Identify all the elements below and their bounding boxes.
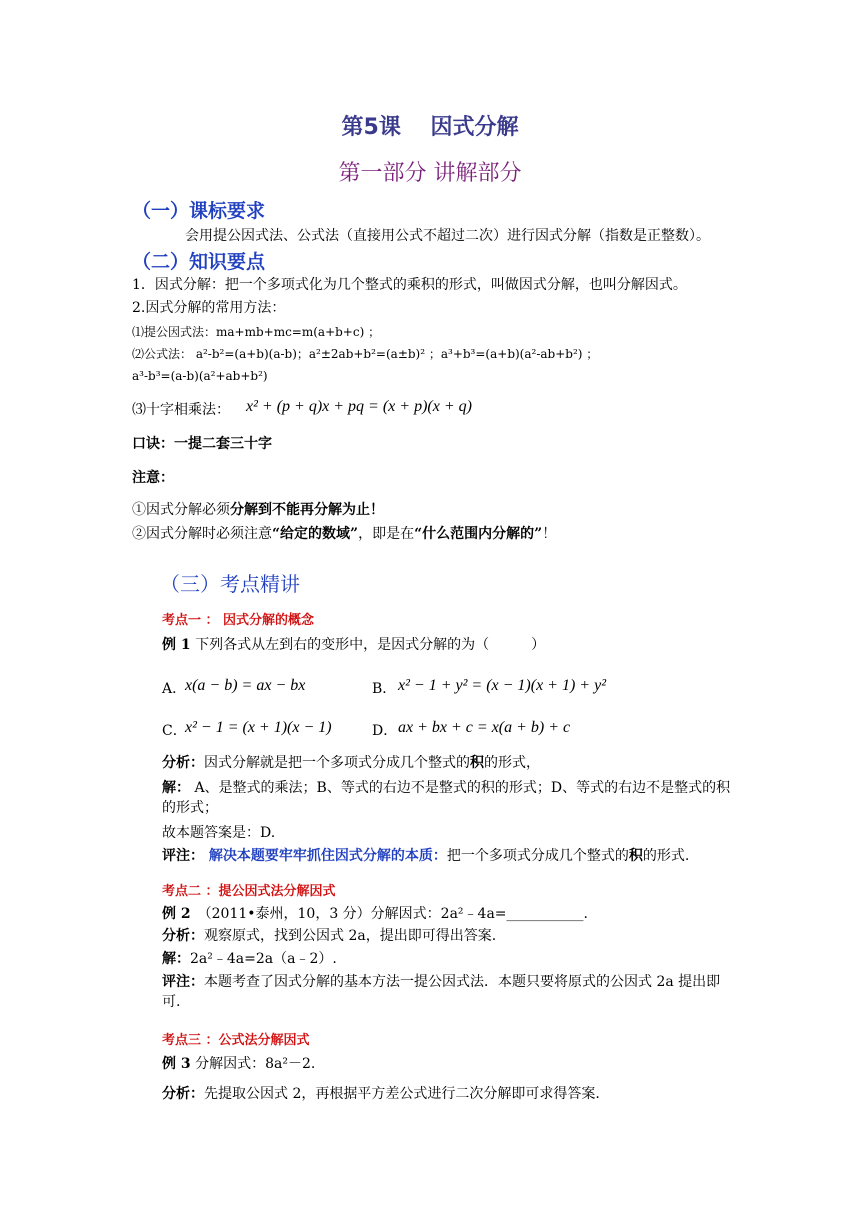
comment-1-blue: 解决本题要牢牢抓住因式分解的本质： (204, 848, 447, 864)
analysis-3 (162, 1084, 600, 1104)
comment-1-pre: 把一个多项式分成几个整式的 (446, 848, 629, 864)
example-3-label: 例 3 (162, 1056, 191, 1072)
note-1 (132, 500, 384, 520)
example-1-label: 例 1 (162, 637, 191, 653)
option-b: x² − 1 + y² = (x − 1)(x + 1) + y² (398, 677, 606, 694)
section-heading-standards: （一）课标要求 (132, 200, 266, 222)
example-2 (162, 904, 588, 924)
example-3-text: 分解因式：8a²－2. (190, 1056, 316, 1072)
example-3 (162, 1054, 315, 1074)
analysis-1-pre: 因式分解就是把一个多项式分成几个整式的 (204, 755, 470, 771)
analysis-2-text: 观察原式，找到公因式 2a，提出即可得出答案. (204, 928, 497, 944)
exam-point-2-heading: 考点二 ：提公因式法分解因式 (162, 884, 336, 899)
solution-1 (162, 778, 732, 818)
comment-1-bold: 积 (628, 848, 643, 864)
note-2-mid: ，即是在 (358, 526, 415, 542)
analysis-1-label: 分析： (162, 755, 204, 771)
option-a-label: A． (162, 681, 187, 697)
knowledge-line-1: 1．因式分解：把一个多项式化为几个整式的乘积的形式，叫做因式分解，也叫分解因式。 (132, 277, 687, 293)
solution-2-text: 2a²﹣4a=2a（a﹣2）. (190, 951, 337, 967)
note-2-bold-1: “给定的数域” (272, 526, 359, 542)
comment-2-label: 评注： (162, 974, 204, 990)
example-1 (162, 635, 545, 655)
section-heading-knowledge: （二）知识要点 (132, 251, 266, 273)
analysis-3-label: 分析： (162, 1086, 204, 1102)
note-2-prefix: ②因式分解时必须注意 (132, 526, 272, 542)
note-1-prefix: ①因式分解必须 (132, 502, 230, 518)
knowledge-line-5: a³-b³=(a-b)(a²+ab+b²) (132, 369, 268, 383)
comment-1-post: 的形式. (642, 848, 690, 864)
example-2-label: 例 2 (162, 906, 191, 922)
analysis-3-text: 先提取公因式 2，再根据平方差公式进行二次分解即可求得答案. (204, 1086, 600, 1102)
note-label: 注意： (132, 470, 174, 486)
mnemonic: 口诀：一提二套三十字 (132, 436, 272, 452)
exam-point-1-heading: 考点一 ： 因式分解的概念 (162, 613, 315, 628)
knowledge-line-3: ⑴提公因式法：ma+mb+mc=m(a+b+c) ； (132, 325, 381, 339)
note-2 (132, 524, 556, 544)
section-heading-exam-points: （三）考点精讲 (160, 572, 300, 596)
knowledge-line-2: 2.因式分解的常用方法： (132, 300, 286, 316)
page-subtitle: 第一部分 讲解部分 (338, 161, 522, 186)
standards-text: 会用提公因式法、公式法（直接用公式不超过二次）进行因式分解（指数是正整数）。 (185, 228, 710, 244)
solution-2-label: 解： (162, 951, 190, 967)
comment-1 (162, 846, 689, 866)
solution-1-label: 解： (162, 780, 190, 796)
option-c: x² − 1 = (x + 1)(x − 1) (185, 719, 332, 736)
analysis-1-post: 的形式， (484, 755, 540, 771)
option-d-label: D． (372, 723, 398, 739)
note-2-suffix: ！ (542, 526, 557, 542)
note-1-bold: 分解到不能再分解为止！ (230, 502, 384, 518)
knowledge-line-4: ⑵公式法： a²-b²=(a+b)(a-b)；a²±2ab+b²=(a±b)² ；a³+b³=(a+b)(a²-ab+b²) ； (132, 347, 599, 361)
answer-1: 故本题答案是：D. (162, 825, 276, 841)
solution-2 (162, 949, 337, 969)
option-a: x(a − b) = ax − bx (185, 677, 306, 694)
comment-1-label: 评注： (162, 848, 204, 864)
note-2-bold-2: “什么范围内分解的” (414, 526, 543, 542)
cross-method-label: ⑶十字相乘法： (132, 402, 230, 418)
comment-2-text: 本题考查了因式分解的基本方法一提公因式法．本题只要将原式的公因式 2a 提出即可. (162, 974, 721, 1010)
example-1-text: 下列各式从左到右的变形中，是因式分解的为（ ） (190, 637, 546, 653)
option-b-label: B． (372, 681, 397, 697)
option-d: ax + bx + c = x(a + b) + c (398, 719, 571, 736)
cross-method-formula: x² + (p + q)x + pq = (x + p)(x + q) (246, 398, 472, 415)
solution-1-text: A、是整式的乘法；B、等式的右边不是整式的积的形式；D、等式的右边不是整式的积的形式； (162, 780, 731, 816)
page-title: 第5课 因式分解 (341, 115, 519, 140)
analysis-2-label: 分析： (162, 928, 204, 944)
example-2-text: （2011•泰州，10，3 分）分解因式：2a²﹣4a=___________. (190, 906, 588, 922)
comment-2 (162, 972, 732, 1012)
analysis-2 (162, 926, 496, 946)
option-c-label: C． (162, 723, 187, 739)
exam-point-3-heading: 考点三 ：公式法分解因式 (162, 1033, 310, 1048)
analysis-1 (162, 753, 540, 773)
analysis-1-bold: 积 (470, 755, 484, 771)
